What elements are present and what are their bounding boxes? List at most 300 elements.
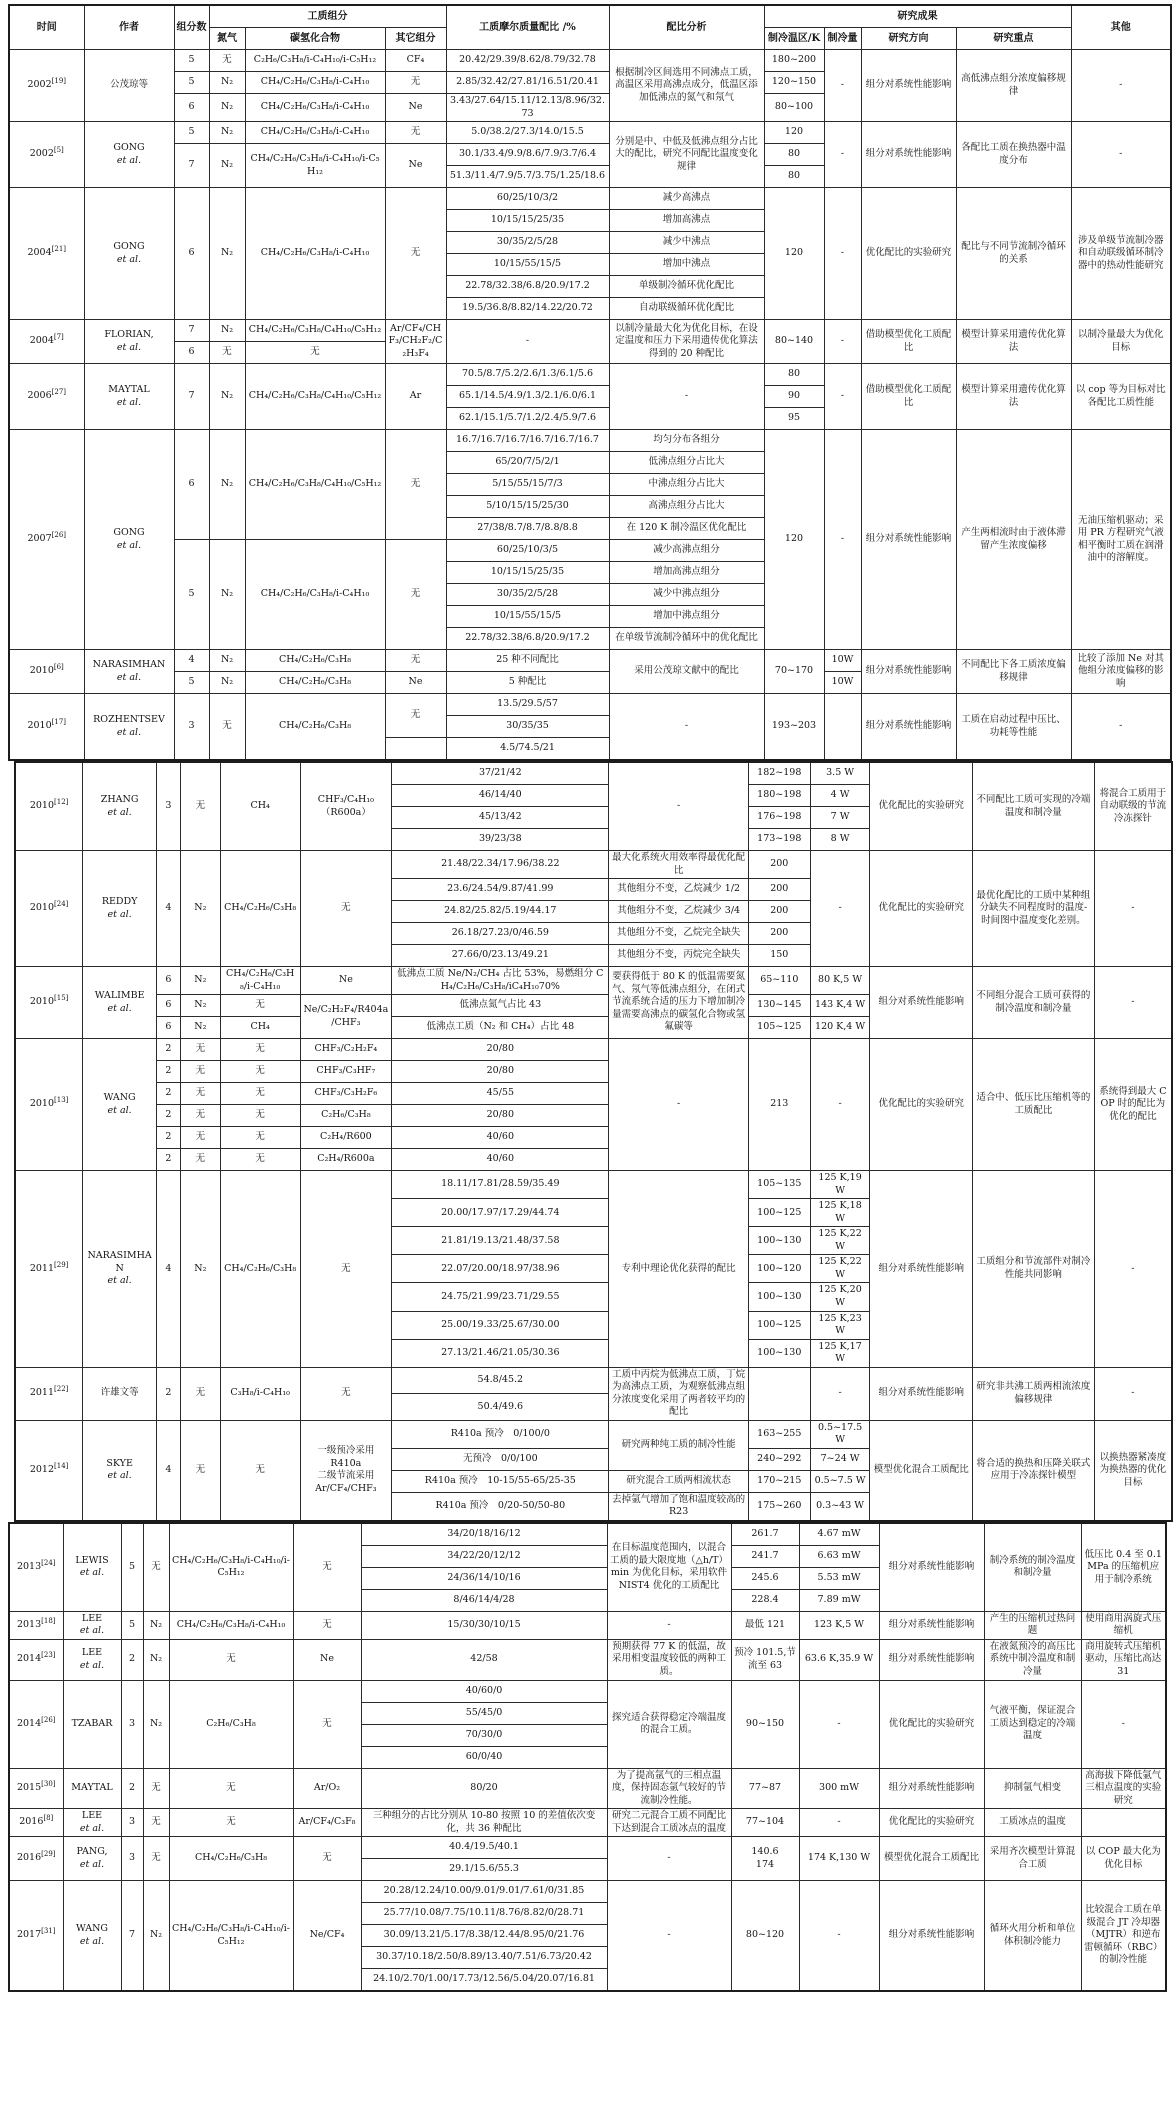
table-cell: 125 K,22 W xyxy=(810,1255,870,1283)
table-cell: 无 xyxy=(180,1039,220,1061)
table-cell: Ar/CF₄/C₃F₈ xyxy=(293,1809,361,1837)
table-cell: WANG et al. xyxy=(83,1039,157,1171)
citation-ref: [12] xyxy=(54,798,69,807)
table-cell: - xyxy=(1071,50,1171,122)
table-cell: 65/20/7/5/2/1 xyxy=(446,452,609,474)
table-cell: 77~104 xyxy=(731,1809,799,1837)
table-row xyxy=(9,364,1171,386)
table-cell: 50.4/49.6 xyxy=(392,1394,609,1421)
citation-ref: [6] xyxy=(53,663,64,672)
table-cell: 以制冷量最大为优化目标 xyxy=(1071,320,1171,364)
table-cell: 45/13/42 xyxy=(392,807,609,829)
table-cell: 80~100 xyxy=(764,94,824,122)
table-cell: 研究两种纯工质的制冷性能 xyxy=(609,1420,749,1470)
table-cell: SKYE et al. xyxy=(83,1420,157,1521)
table-cell: N₂ xyxy=(209,144,245,188)
citation-ref: [21] xyxy=(51,245,67,254)
table-cell: 80 xyxy=(764,166,824,188)
table-cell: 2010[17] xyxy=(9,694,84,761)
table-cell: 120~150 xyxy=(764,72,824,94)
table-cell: 7 xyxy=(174,320,209,342)
table-cell: 6 xyxy=(174,188,209,320)
table-cell: GONG et al. xyxy=(84,188,174,320)
table-cell: 2 xyxy=(156,1105,180,1127)
table-cell: 无 xyxy=(300,1367,392,1420)
citation-ref: [14] xyxy=(54,1461,69,1470)
table-cell: C₂H₆/C₃H₈ xyxy=(300,1105,392,1127)
table-cell: CH₄/C₂H₆/C₃H₈/i-C₄H₁₀ xyxy=(245,122,385,144)
table-cell: 60/25/10/3/2 xyxy=(446,188,609,210)
table-cell: 7 xyxy=(174,144,209,188)
table-cell: - xyxy=(609,1039,749,1171)
table-cell: 40/60 xyxy=(392,1149,609,1171)
table-cell: 24.75/21.99/23.71/29.55 xyxy=(392,1283,609,1311)
table-cell: 优化配比的实验研究 xyxy=(879,1680,984,1768)
table-cell: 4.5/74.5/21 xyxy=(446,738,609,761)
table-cell: 23.6/24.54/9.87/41.99 xyxy=(392,879,609,901)
table-cell: 将合适的换热和压降关联式应用于冷冻探针模型 xyxy=(973,1420,1095,1521)
table-cell: 45/55 xyxy=(392,1083,609,1105)
table-cell: 最大化系统火用效率得最优化配比 xyxy=(609,851,749,879)
table-cell: 20/80 xyxy=(392,1105,609,1127)
table-cell: 65~110 xyxy=(748,967,810,995)
table-cell: ROZHENTSEV et al. xyxy=(84,694,174,761)
table-cell: 3 xyxy=(121,1680,143,1768)
table-cell: 2004[7] xyxy=(9,320,84,364)
table-cell: 去掉氩气增加了饱和温度较高的 R23 xyxy=(609,1492,749,1521)
table-cell: 30/35/2/5/28 xyxy=(446,232,609,254)
table-cell: 6 xyxy=(156,995,180,1017)
table-cell: 无 xyxy=(293,1523,361,1612)
table-cell: 21.48/22.34/17.96/38.22 xyxy=(392,851,609,879)
table-cell: 优化配比的实验研究 xyxy=(870,851,973,967)
table-cell: 在液氮预冷的高压比系统中制冷温度和制冷量 xyxy=(984,1639,1081,1680)
table-cell: 配比与不同节流制冷循环的关系 xyxy=(956,188,1071,320)
table-cell: 增加高沸点组分 xyxy=(609,562,764,584)
table-cell: 24.82/25.82/5.19/44.17 xyxy=(392,901,609,923)
table-cell: 预期获得 77 K 的低温，故采用相变温度较低的两种工质。 xyxy=(607,1639,731,1680)
table-cell: 90 xyxy=(764,386,824,408)
table-cell: - xyxy=(1094,967,1172,1039)
table-cell: 组分对系统性能影响 xyxy=(861,694,956,761)
table-cell: - xyxy=(799,1809,879,1837)
table-cell: 无 xyxy=(143,1768,169,1809)
table-cell: 6 xyxy=(156,1017,180,1039)
table-cell: Ar xyxy=(385,364,446,430)
column-header: 配比分析 xyxy=(609,5,764,50)
table-cell: 2002[19] xyxy=(9,50,84,122)
table-cell: 100~130 xyxy=(748,1339,810,1367)
table-cell: 其他组分不变，丙烷完全缺失 xyxy=(609,945,749,967)
table-cell: Ne xyxy=(300,967,392,995)
table-cell: 27/38/8.7/8.7/8.8/8.8 xyxy=(446,518,609,540)
table-cell: 以制冷量最大化为优化目标，在设定温度和压力下采用遗传优化算法得到的 20 种配比 xyxy=(609,320,764,364)
column-header: 研究成果 xyxy=(764,5,1071,28)
table-cell: 组分对系统性能影响 xyxy=(879,1523,984,1612)
citation-ref: [26] xyxy=(51,531,67,540)
citation-ref: [31] xyxy=(41,1927,56,1936)
table-cell: 19.5/36.8/8.82/14.22/20.72 xyxy=(446,298,609,320)
table-cell: 高海拔下降低氩气三相点温度的实验研究 xyxy=(1081,1768,1166,1809)
table-cell: - xyxy=(824,320,861,364)
column-header: 氮气 xyxy=(209,28,245,50)
table-cell xyxy=(385,738,446,761)
table-cell: 工质中丙烷为低沸点工质，丁烷为高沸点工质，为观察低沸点组分浓度变化采用了两者较平均的配比 xyxy=(609,1367,749,1420)
table-cell: 2013[18] xyxy=(9,1611,63,1639)
column-header: 作者 xyxy=(84,5,174,50)
citation-ref: [5] xyxy=(53,146,64,155)
table-cell: CHF₃/C₃HF₇ xyxy=(300,1061,392,1083)
table-cell: 无 xyxy=(220,1039,300,1061)
table-cell: 123 K,5 W xyxy=(799,1611,879,1639)
table-cell: CH₄/C₂H₆/C₃H₈/C₄H₁₀/C₅H₁₂ xyxy=(245,430,385,540)
column-header: 组分数 xyxy=(174,5,209,50)
table-cell: 采用齐次模型计算混合工质 xyxy=(984,1837,1081,1881)
table-cell: N₂ xyxy=(180,995,220,1017)
table-cell: C₂H₄/R600 xyxy=(300,1127,392,1149)
table-cell: - xyxy=(1094,1367,1172,1420)
table-cell: N₂ xyxy=(209,650,245,672)
table-cell: 2016[8] xyxy=(9,1809,63,1837)
table-cell: PANG, et al. xyxy=(63,1837,121,1881)
table-cell: 5 xyxy=(174,72,209,94)
table-cell: 以 COP 最大化为优化目标 xyxy=(1081,1837,1166,1881)
table-cell: 20/80 xyxy=(392,1039,609,1061)
table-cell: N₂ xyxy=(209,540,245,650)
table-cell: 预冷 101.5,节流至 63 xyxy=(731,1639,799,1680)
table-cell: 10/15/55/15/5 xyxy=(446,606,609,628)
table-cell: 无预冷 0/0/100 xyxy=(392,1448,609,1470)
table-cell: 100~130 xyxy=(748,1227,810,1255)
table-cell: 根据制冷区间选用不同沸点工质，高温区采用高沸点成分，低温区添加低沸点的氮气和氖气 xyxy=(609,50,764,122)
table-cell: NARASIMHAN et al. xyxy=(84,650,174,694)
table-cell: 3 xyxy=(174,694,209,761)
table-row xyxy=(15,1420,1172,1448)
table-row xyxy=(15,762,1172,785)
table-cell: 无 xyxy=(385,430,446,540)
table-cell: 将混合工质用于自动联级的节流冷冻探针 xyxy=(1094,762,1172,851)
table-cell: 5 xyxy=(121,1611,143,1639)
table-cell: 125 K,22 W xyxy=(810,1227,870,1255)
table-cell: 3.43/27.64/15.11/12.13/8.96/32.73 xyxy=(446,94,609,122)
table-cell: 70.5/8.7/5.2/2.6/1.3/6.1/5.6 xyxy=(446,364,609,386)
table-cell: 无 xyxy=(385,694,446,738)
table-cell: 27.13/21.46/21.05/30.36 xyxy=(392,1339,609,1367)
table-row xyxy=(9,1611,1166,1639)
table-cell: 2010[6] xyxy=(9,650,84,694)
table-cell: N₂ xyxy=(209,94,245,122)
table-cell: 6 xyxy=(156,967,180,995)
table-cell: - xyxy=(607,1611,731,1639)
table-cell: 无 xyxy=(293,1611,361,1639)
table-row xyxy=(9,650,1171,672)
table-cell: 无 xyxy=(169,1639,293,1680)
table-cell: Ne xyxy=(385,672,446,694)
table-cell: 无 xyxy=(180,1420,220,1521)
table-cell: 70/30/0 xyxy=(361,1724,607,1746)
table-cell: 3.5 W xyxy=(810,762,870,785)
table-cell: 减少中沸点 xyxy=(609,232,764,254)
table-cell: 42/58 xyxy=(361,1639,607,1680)
table-cell: 5 xyxy=(174,540,209,650)
table-cell: 无 xyxy=(385,540,446,650)
table-cell: 最低 121 xyxy=(731,1611,799,1639)
table-cell: 80 K,5 W xyxy=(810,967,870,995)
table-cell: C₂H₆/C₃H₈ xyxy=(169,1680,293,1768)
table-cell: C₃H₈/i-C₄H₁₀ xyxy=(220,1367,300,1420)
citation-ref: [29] xyxy=(41,1850,56,1859)
table-cell: 无 xyxy=(220,1105,300,1127)
table-cell: 无 xyxy=(220,995,300,1017)
table-cell: 公茂琼等 xyxy=(84,50,174,122)
table-cell: C₂H₄/R600a xyxy=(300,1149,392,1171)
table-cell: 54.8/45.2 xyxy=(392,1367,609,1394)
table-cell: 25 种不同配比 xyxy=(446,650,609,672)
table-cell: CH₄/C₂H₆/C₃H₈/i-C₄H₁₀ xyxy=(245,188,385,320)
table-cell: 比较了添加 Ne 对其他组分浓度偏移的影响 xyxy=(1071,650,1171,694)
table-cell: 29.1/15.6/55.3 xyxy=(361,1859,607,1881)
citation-ref: [7] xyxy=(53,333,64,342)
table-row xyxy=(9,5,1171,28)
table-cell: 7~24 W xyxy=(810,1448,870,1470)
table-cell: - xyxy=(1071,694,1171,761)
table-cell: 30/35/2/5/28 xyxy=(446,584,609,606)
table-cell: 2 xyxy=(156,1367,180,1420)
table-cell: 77~87 xyxy=(731,1768,799,1809)
table-cell: 7 xyxy=(121,1881,143,1992)
table-cell: C₂H₆/C₃H₈/i-C₄H₁₀/i-C₅H₁₂ xyxy=(245,50,385,72)
table-cell: 4 W xyxy=(810,785,870,807)
table-cell: 6 xyxy=(174,430,209,540)
table-row xyxy=(9,1639,1166,1680)
table-cell: CH₄/C₂H₆/C₃H₈/i-C₄H₁₀ xyxy=(220,967,300,995)
table-cell: 无 xyxy=(169,1768,293,1809)
table-cell: CH₄/C₂H₆/C₃H₈ xyxy=(245,650,385,672)
table-cell: 采用公茂琼文献中的配比 xyxy=(609,650,764,694)
table-cell: CH₄/C₂H₆/C₃H₈ xyxy=(220,851,300,967)
table-cell: 245.6 xyxy=(731,1567,799,1589)
table-cell: 15/30/30/10/15 xyxy=(361,1611,607,1639)
table-cell: 100~125 xyxy=(748,1311,810,1339)
table-cell: 0.5~7.5 W xyxy=(810,1470,870,1492)
table-cell: 5/10/15/15/25/30 xyxy=(446,496,609,518)
table-cell: 分别是中、中低及低沸点组分占比大的配比，研究不同配比温度变化规律 xyxy=(609,122,764,188)
table-cell: 120 xyxy=(764,188,824,320)
table-cell: 2.85/32.42/27.81/16.51/20.41 xyxy=(446,72,609,94)
table-cell: 优化配比的实验研究 xyxy=(879,1809,984,1837)
table-cell: 无 xyxy=(293,1837,361,1881)
table-row xyxy=(15,1367,1172,1394)
table-cell: 8 W xyxy=(810,829,870,851)
table-cell: Ne/CF₄ xyxy=(293,1881,361,1992)
table-cell: Ne/C₂H₂F₄/R404a /CHF₃ xyxy=(300,995,392,1039)
table-row xyxy=(9,188,1171,210)
table-cell: CF₄ xyxy=(385,50,446,72)
table-cell: 2017[31] xyxy=(9,1881,63,1992)
table-cell: 无 xyxy=(180,762,220,851)
table-cell: 25.00/19.33/25.67/30.00 xyxy=(392,1311,609,1339)
table-cell: 10W xyxy=(824,650,861,672)
table-cell: 70~170 xyxy=(764,650,824,694)
table-row xyxy=(9,430,1171,452)
table-cell: 探究适合获得稳定冷端温度的混合工质。 xyxy=(607,1680,731,1768)
table-cell: 其他组分不变，乙烷减少 1/2 xyxy=(609,879,749,901)
table-cell: 4 xyxy=(156,1420,180,1521)
table-cell: 在单级节流制冷循环中的优化配比 xyxy=(609,628,764,650)
table-cell: 7.89 mW xyxy=(799,1589,879,1611)
table-row xyxy=(15,1039,1172,1061)
table-cell: 三种组分的占比分别从 10-80 按照 10 的差值依次变化，共 36 种配比 xyxy=(361,1809,607,1837)
table-cell: 2 xyxy=(121,1639,143,1680)
citation-ref: [8] xyxy=(43,1814,54,1823)
table-cell: 工质在启动过程中压比、功耗等性能 xyxy=(956,694,1071,761)
research-summary-table-part-3 xyxy=(8,1522,1167,1992)
table-cell: 125 K,18 W xyxy=(810,1199,870,1227)
table-cell: 优化配比的实验研究 xyxy=(870,1039,973,1171)
table-cell: CH₄/C₂H₆/C₃H₈/C₄H₁₀/C₅H₁₂ xyxy=(245,320,385,342)
table-cell: 工质组分和节流部件对制冷性能共同影响 xyxy=(973,1171,1095,1367)
table-cell: 减少高沸点 xyxy=(609,188,764,210)
table-cell: 30/35/35 xyxy=(446,716,609,738)
table-cell: 30.37/10.18/2.50/8.89/13.40/7.51/6.73/20.42 xyxy=(361,1947,607,1969)
table-cell: 150 xyxy=(748,945,810,967)
table-cell: 200 xyxy=(748,851,810,879)
table-cell: 无 xyxy=(300,851,392,967)
table-cell: 175~260 xyxy=(748,1492,810,1521)
table-cell: 105~135 xyxy=(748,1171,810,1199)
table-cell: N₂ xyxy=(180,1171,220,1367)
table-cell: 2014[23] xyxy=(9,1639,63,1680)
table-cell: 46/14/40 xyxy=(392,785,609,807)
table-cell: 10/15/15/25/35 xyxy=(446,562,609,584)
table-cell: 不同组分混合工质可获得的制冷温度和制冷量 xyxy=(973,967,1095,1039)
table-cell: - xyxy=(824,188,861,320)
table-cell: 300 mW xyxy=(799,1768,879,1809)
table-cell: CH₄/C₂H₆/C₃H₈/i-C₄H₁₀ xyxy=(245,540,385,650)
table-cell: 制冷系统的制冷温度和制冷量 xyxy=(984,1523,1081,1612)
table-cell: 商用旋转式压缩机驱动，压缩比高达 31 xyxy=(1081,1639,1166,1680)
table-cell: 单级制冷循环优化配比 xyxy=(609,276,764,298)
table-cell: 100~130 xyxy=(748,1283,810,1311)
table-cell: 20.00/17.97/17.29/44.74 xyxy=(392,1199,609,1227)
table-cell: 13.5/29.5/57 xyxy=(446,694,609,716)
table-cell: 在目标温度范围内，以混合工质的最大限度地（△h/T）min 为优化目标，采用软件 NIST4 优化的工质配比 xyxy=(607,1523,731,1612)
table-cell: 2007[26] xyxy=(9,430,84,650)
table-cell: 优化配比的实验研究 xyxy=(870,762,973,851)
table-cell: 无 xyxy=(385,650,446,672)
table-cell: 借助模型优化工质配比 xyxy=(861,320,956,364)
table-cell: 6 xyxy=(174,342,209,364)
table-cell: 176~198 xyxy=(748,807,810,829)
table-cell: 180~198 xyxy=(748,785,810,807)
table-cell: 200 xyxy=(748,923,810,945)
table-row xyxy=(15,967,1172,995)
table-cell: N₂ xyxy=(180,967,220,995)
table-cell: N₂ xyxy=(143,1680,169,1768)
table-cell: 涉及单级节流制冷器和自动联级循环制冷器中的热动性能研究 xyxy=(1071,188,1171,320)
table-cell: 105~125 xyxy=(748,1017,810,1039)
table-cell: 5 种配比 xyxy=(446,672,609,694)
table-cell: 228.4 xyxy=(731,1589,799,1611)
table-cell: 许雄文等 xyxy=(83,1367,157,1420)
table-cell: 2012[14] xyxy=(15,1420,83,1521)
table-cell: 产生两相流时由于液体滞留产生浓度偏移 xyxy=(956,430,1071,650)
table-cell: - xyxy=(824,364,861,430)
table-cell: N₂ xyxy=(143,1881,169,1992)
table-cell: 7 W xyxy=(810,807,870,829)
table-cell: GONG et al. xyxy=(84,430,174,650)
citation-ref: [23] xyxy=(41,1651,56,1660)
table-cell: CH₄/C₂H₆/C₃H₈/i-C₄H₁₀/i-C₅H₁₂ xyxy=(169,1881,293,1992)
table-cell: 无 xyxy=(293,1680,361,1768)
table-cell: 无 xyxy=(300,1171,392,1367)
table-cell: N₂ xyxy=(209,122,245,144)
table-cell: CH₄ xyxy=(220,762,300,851)
table-cell: 不同配比工质可实现的冷端温度和制冷量 xyxy=(973,762,1095,851)
table-cell: CH₄/C₂H₆/C₃H₈/C₄H₁₀/C₅H₁₂ xyxy=(245,364,385,430)
table-cell: 组分对系统性能影响 xyxy=(861,122,956,188)
table-cell: 无 xyxy=(143,1523,169,1612)
table-cell: 无 xyxy=(220,1420,300,1521)
table-row xyxy=(9,320,1171,342)
table-cell: 2016[29] xyxy=(9,1837,63,1881)
table-cell: 低沸点工质 Ne/N₂/CH₄ 占比 53%，易燃组分 CH₄/C₂H₆/C₃H₈/iC₄H₁₀70% xyxy=(392,967,609,995)
table-row xyxy=(9,1881,1166,1903)
table-cell: 低压比 0.4 至 0.1 MPa 的压缩机应用于制冷系统 xyxy=(1081,1523,1166,1612)
table-cell: 3 xyxy=(156,762,180,851)
table-cell: TZABAR xyxy=(63,1680,121,1768)
table-cell: 减少中沸点组分 xyxy=(609,584,764,606)
table-cell: 5 xyxy=(174,122,209,144)
table-cell: 20.42/29.39/8.62/8.79/32.78 xyxy=(446,50,609,72)
table-cell: 30.09/13.21/5.17/8.38/12.44/8.95/0/21.76 xyxy=(361,1925,607,1947)
table-cell: 24/36/14/10/16 xyxy=(361,1567,607,1589)
table-cell: CH₄/C₂H₆/C₃H₈ xyxy=(169,1837,293,1881)
table-cell: 100~120 xyxy=(748,1255,810,1283)
table-cell: 4 xyxy=(174,650,209,672)
research-summary-table-part-2 xyxy=(14,761,1173,1522)
table-row xyxy=(9,1523,1166,1546)
table-cell: 无 xyxy=(385,122,446,144)
table-cell: - xyxy=(1071,122,1171,188)
citation-ref: [24] xyxy=(54,900,69,909)
table-row xyxy=(9,1680,1166,1702)
citation-ref: [19] xyxy=(51,77,67,86)
table-cell: 研究混合工质两相流状态 xyxy=(609,1470,749,1492)
table-cell: 研究二元混合工质不同配比下达到混合工质冰点的温度 xyxy=(607,1809,731,1837)
table-cell: 无 xyxy=(180,1061,220,1083)
table-cell: 适合中、低压比压缩机等的工质配比 xyxy=(973,1039,1095,1171)
table-cell: 其他组分不变，乙烷完全缺失 xyxy=(609,923,749,945)
table-cell: 125 K,20 W xyxy=(810,1283,870,1311)
table-cell: WANG et al. xyxy=(63,1881,121,1992)
table-cell: 5 xyxy=(174,50,209,72)
citation-ref: [24] xyxy=(41,1558,56,1567)
table-cell: 27.66/0/23.13/49.21 xyxy=(392,945,609,967)
table-cell: 143 K,4 W xyxy=(810,995,870,1017)
table-cell: 低沸点氮气占比 43 xyxy=(392,995,609,1017)
table-cell: 5.53 mW xyxy=(799,1567,879,1589)
column-header: 制冷温区/K xyxy=(764,28,824,50)
table-cell: WALIMBE et al. xyxy=(83,967,157,1039)
table-cell: 80/20 xyxy=(361,1768,607,1809)
column-header: 其他 xyxy=(1071,5,1171,50)
table-cell: - xyxy=(799,1680,879,1768)
table-cell: 26.18/27.23/0/46.59 xyxy=(392,923,609,945)
table-cell: - xyxy=(1094,851,1172,967)
table-cell: 2010[12] xyxy=(15,762,83,851)
table-cell: 2 xyxy=(156,1127,180,1149)
